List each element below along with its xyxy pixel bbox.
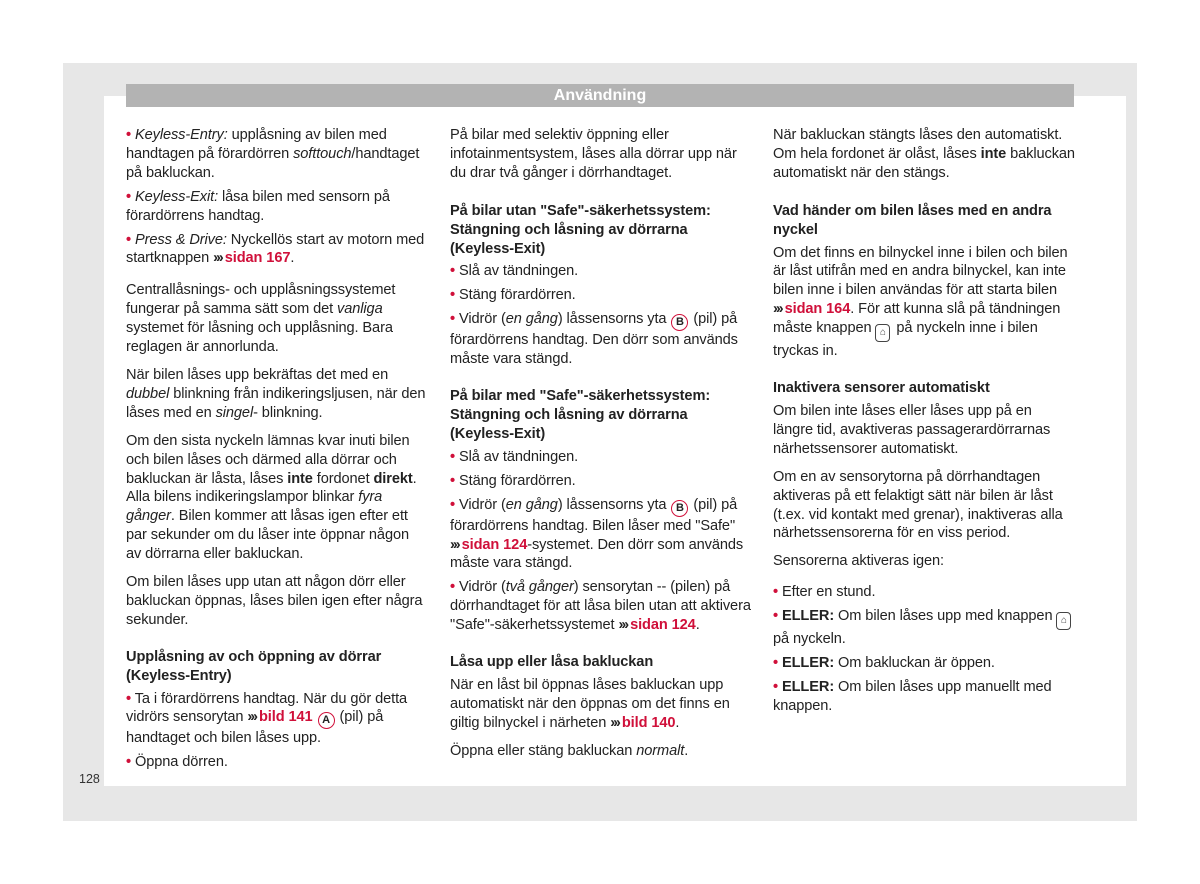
paragraph: Om bilen låses upp utan att någon dörr eller bakluckan öppnas, låses bilen igen efter några sekunder. xyxy=(126,574,423,628)
reference-arrow-icon: ››› xyxy=(610,714,619,731)
paragraph: På bilar med selektiv öppning eller infotainmentsystem, låses alla dörrar upp när du drar två gånger i dörrhandtaget. xyxy=(450,127,737,181)
bullet-icon: • xyxy=(773,655,779,672)
list-item: • Slå av tändningen. xyxy=(450,263,579,280)
bullet-icon: • xyxy=(773,678,779,695)
page-number: 128 xyxy=(79,772,100,786)
bullet-icon: • xyxy=(126,690,132,707)
subheading: Låsa upp eller låsa bakluckan xyxy=(450,654,654,671)
list-item: • Ta i förardörrens handtag. När du gör detta vidrörs sensorytan ››› bild 141 A (pil) på handtaget och bilen låses upp. xyxy=(126,690,408,747)
bullet-icon: • xyxy=(450,311,456,328)
column-3 xyxy=(773,126,1075,721)
paragraph: När en låst bil öppnas låses bakluckan upp automatiskt när den öppnas om det finns en giltig bilnyckel i närheten ››› bild 140. xyxy=(450,676,730,731)
list-item: • ELLER: Om bilen låses upp med knappen ⌂ på nyckeln. xyxy=(773,607,1075,649)
list-item: • Slå av tändningen. xyxy=(450,448,579,465)
figure-reference-link[interactable]: bild 141 xyxy=(258,709,313,726)
subheading: Inaktivera sensorer automatiskt xyxy=(773,380,990,397)
subheading: Vad händer om bilen låses med en andra nyckel xyxy=(773,202,1052,238)
paragraph: Centrallåsnings- och upplåsningssystemet fungerar på samma sätt som det vanliga systemet för låsning och upplåsning. Bara reglagen är annorlunda. xyxy=(126,282,396,356)
reference-arrow-icon: ››› xyxy=(213,250,222,267)
label-a-icon: A xyxy=(318,712,335,729)
bullet-icon: • xyxy=(126,231,132,248)
reference-arrow-icon: ››› xyxy=(618,617,628,634)
paragraph: Om en av sensorytorna på dörrhandtagen aktiveras på ett felaktigt sätt när bilen är låst (t.ex. vid kontakt med grenar), inaktiveras alla närhetssensorerna för en viss period. xyxy=(773,468,1063,542)
bullet-icon: • xyxy=(773,608,779,625)
list-item: • Keyless-Exit: låsa bilen med sensorn på förardörrens handtag. xyxy=(126,188,390,224)
section-header: Användning xyxy=(126,84,1074,107)
subheading: Upplåsning av och öppning av dörrar (Keyless-Entry) xyxy=(126,648,382,684)
paragraph: Om det finns en bilnyckel inne i bilen och bilen är låst utifrån med en andra bilnyckel, kan inte bilen inne i bilen användas för att starta bilen ››› sidan 164. För att kunna slå på tändningen måste knappen ⌂ på nyckeln inne i bilen tryckas in. xyxy=(773,244,1068,360)
list-item: • Stäng förardörren. xyxy=(450,287,576,304)
list-item: • Vidrör (en gång) låssensorns yta B (pil) på förardörrens handtag. Den dörr som används måste vara stängd. xyxy=(450,311,738,368)
key-lock-button-icon: ⌂ xyxy=(1056,612,1071,630)
paragraph: När bakluckan stängts låses den automatiskt. Om hela fordonet är olåst, låses inte bakluckan automatiskt när den stängs. xyxy=(773,127,1075,181)
bullet-icon: • xyxy=(450,263,456,280)
bullet-icon: • xyxy=(450,579,456,596)
list-item: • Vidrör (en gång) låssensorns yta B (pil) på förardörrens handtag. Bilen låser med "Safe" ››› sidan 124-systemet. Den dörr som används måste vara stängd. xyxy=(450,496,744,572)
list-item: • Stäng förardörren. xyxy=(450,472,576,489)
paragraph: Öppna eller stäng bakluckan normalt. xyxy=(450,742,689,759)
bullet-icon: • xyxy=(126,127,132,143)
label-b-icon: B xyxy=(671,500,688,517)
column-1 xyxy=(126,126,426,777)
page-reference-link[interactable]: sidan 164 xyxy=(784,301,851,318)
paragraph: När bilen låses upp bekräftas det med en dubbel blinkning från indikeringsljusen, när den låses med en singel- blinkning. xyxy=(126,366,426,421)
figure-reference-link[interactable]: bild 140 xyxy=(621,714,676,731)
list-item: • Press & Drive: Nyckellös start av motorn med startknappen ››› sidan 167. xyxy=(126,231,425,267)
reference-arrow-icon: ››› xyxy=(247,709,256,726)
paragraph: Om den sista nyckeln lämnas kvar inuti bilen och bilen låses och därmed alla dörrar och bakluckan är låsta, låses inte fordonet direkt. Alla bilens indikeringslampor blinkar fyra gånger. Bilen kommer att låsas igen efter ett par sekunder om du låser inte öppnar någon av dörrarna eller bakluckan. xyxy=(126,432,417,563)
bullet-icon: • xyxy=(126,754,132,771)
paragraph: Sensorerna aktiveras igen: xyxy=(773,553,945,570)
bullet-icon: • xyxy=(450,448,456,465)
key-lock-button-icon: ⌂ xyxy=(875,324,890,342)
subheading: På bilar utan "Safe"-säkerhetssystem: Stängning och låsning av dörrarna (Keyless-Exit) xyxy=(450,202,711,257)
reference-arrow-icon: ››› xyxy=(450,536,459,553)
bullet-icon: • xyxy=(450,496,456,513)
page-reference-link[interactable]: sidan 167 xyxy=(224,250,291,267)
paragraph: Om bilen inte låses eller låses upp på en längre tid, avaktiveras passagerardörrarnas närhetssensorer automatiskt. xyxy=(773,402,1051,457)
list-item: • Vidrör (två gånger) sensorytan -- (pilen) på dörrhandtaget för att låsa bilen utan att aktivera "Safe"-säkerhetssystemet ››› sidan 124. xyxy=(450,579,751,634)
bullet-icon: • xyxy=(773,584,779,601)
list-item: • Öppna dörren. xyxy=(126,754,228,771)
bullet-icon: • xyxy=(450,472,456,489)
column-2 xyxy=(450,126,752,770)
label-b-icon: B xyxy=(671,314,688,331)
subheading: På bilar med "Safe"-säkerhetssystem: Stängning och låsning av dörrarna (Keyless-Exit) xyxy=(450,388,711,442)
list-item: • Keyless-Entry: upplåsning av bilen med handtagen på förardörren softtouch/handtaget på bakluckan. xyxy=(126,127,420,181)
page-reference-link[interactable]: sidan 124 xyxy=(461,536,528,553)
list-item: • Efter en stund. xyxy=(773,584,876,601)
page-reference-link[interactable]: sidan 124 xyxy=(630,617,696,634)
bullet-icon: • xyxy=(450,287,456,304)
list-item: • ELLER: Om bakluckan är öppen. xyxy=(773,655,995,672)
reference-arrow-icon: ››› xyxy=(773,301,782,318)
bullet-icon: • xyxy=(126,188,132,205)
list-item: • ELLER: Om bilen låses upp manuellt med knappen. xyxy=(773,678,1052,714)
